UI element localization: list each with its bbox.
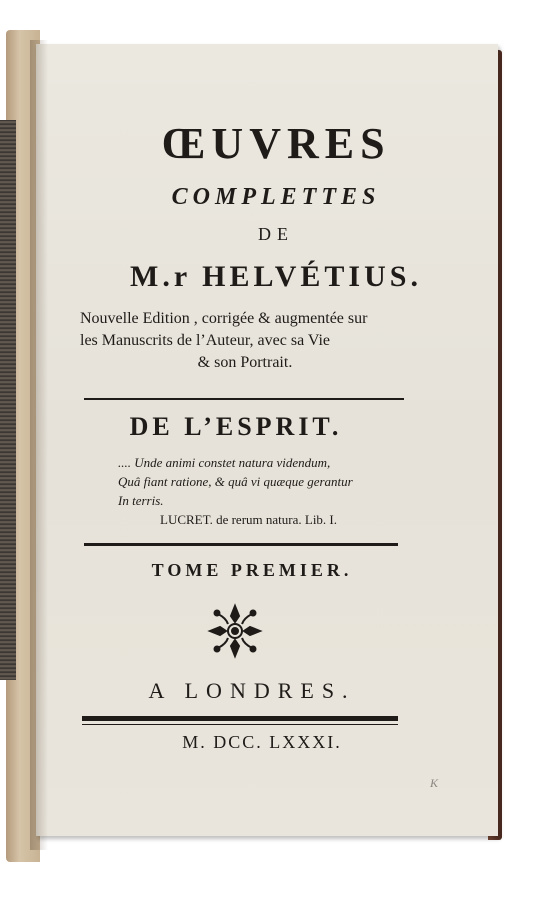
epigraph-source: LUCRET. de rerum natura. Lib. I. [160,512,338,527]
author-name: M.r HELVÉTIUS. [130,260,422,293]
epigraph-line-1: .... Unde animi constet natura videndum, [118,455,331,470]
double-rule-thin [82,724,398,725]
main-title: ŒUVRES [161,119,391,168]
edition-line-1: Nouvelle Edition , corrigée & augmentée sur [80,310,368,327]
imprint-place: A LONDRES. [148,678,356,703]
edition-line-2: les Manuscrits de l’Auteur, avec sa Vie [80,332,331,349]
divider-rule [84,543,398,546]
pencil-annotation: K [430,776,439,790]
work-title: DE L’ESPRIT. [129,412,343,441]
divider-rule [84,398,404,400]
epigraph-line-3: In terris. [118,493,164,508]
volume-label: TOME PREMIER. [151,560,353,580]
preposition: DE [258,224,294,244]
printer-ornament-icon [206,602,264,660]
subtitle: COMPLETTES [171,184,381,210]
epigraph-line-2: Quâ fiant ratione, & quâ vi quæque gerantur [118,474,353,489]
edition-line-3: & son Portrait. [197,354,293,371]
imprint-date: M. DCC. LXXXI. [182,732,342,752]
double-rule-thick [82,716,398,721]
